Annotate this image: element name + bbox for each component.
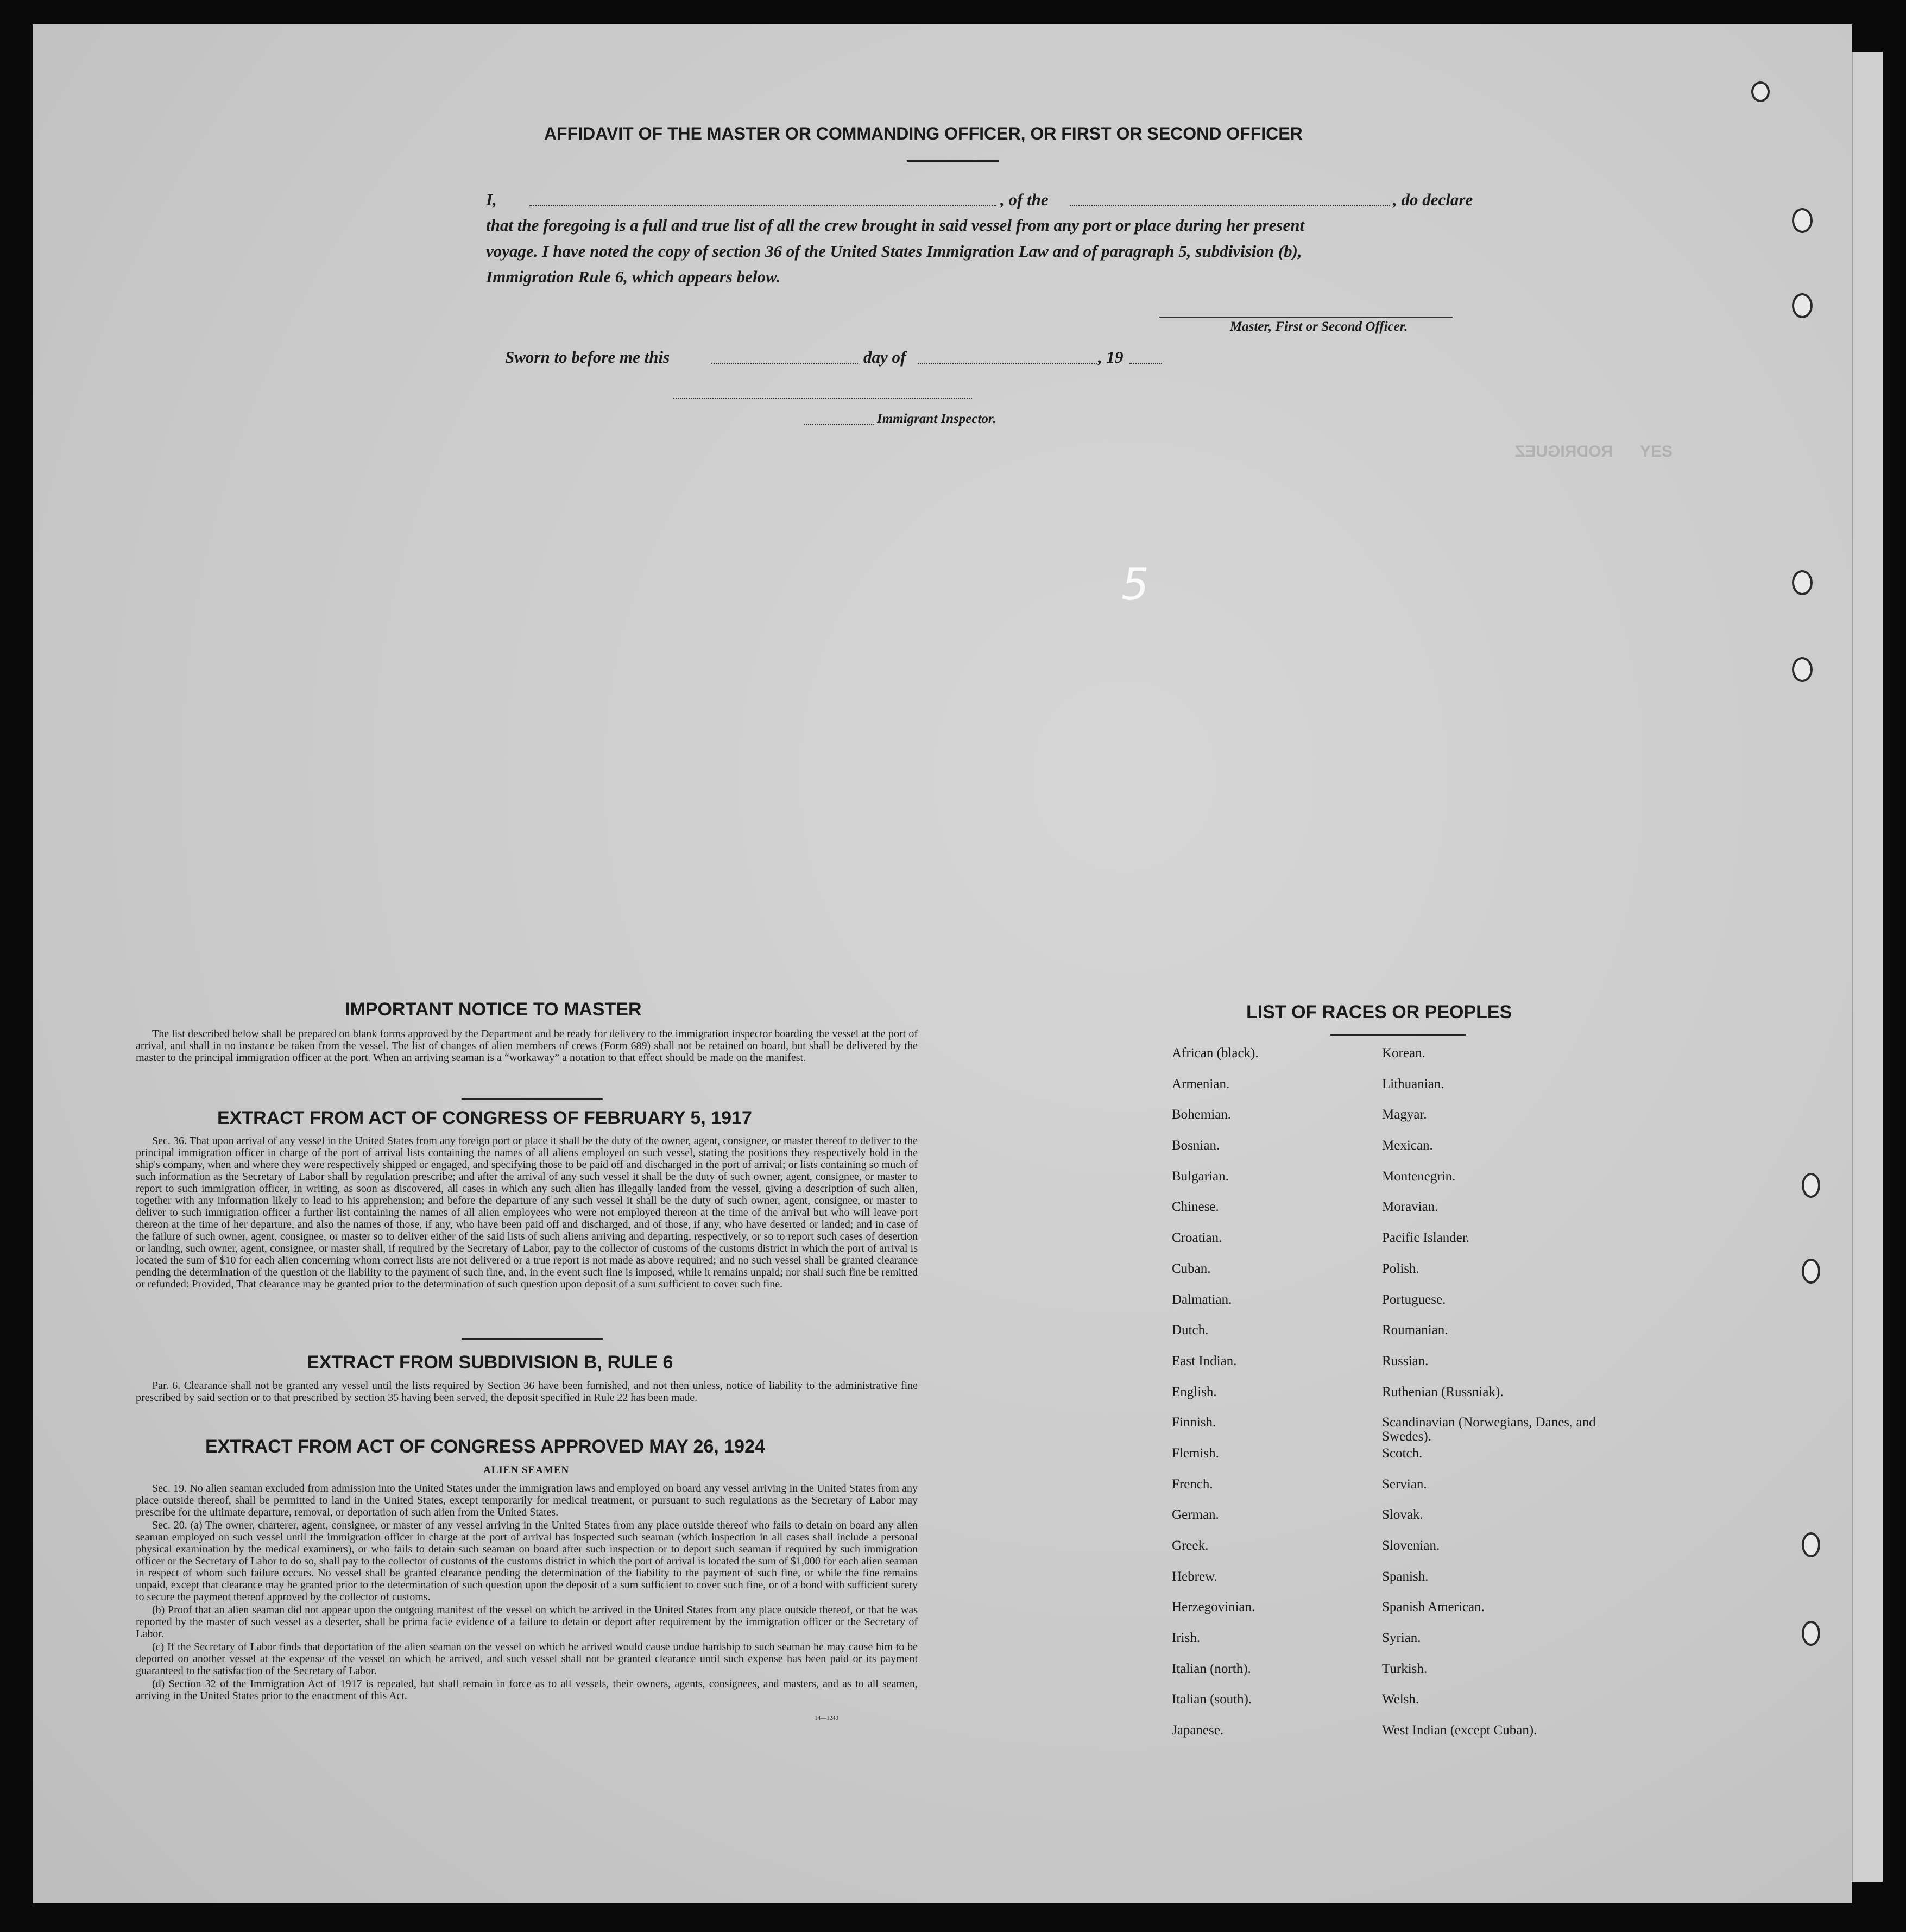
bleed-through-name: RODRIGUEZ [1515,443,1613,460]
race-item: Japanese. [1172,1723,1224,1738]
race-item: Scotch. [1382,1445,1423,1461]
race-item: German. [1172,1507,1219,1523]
race-item: Italian (south). [1172,1692,1252,1707]
races-title: LIST OF RACES OR PEOPLES [1246,1002,1512,1022]
race-item: Magyar. [1382,1107,1427,1122]
handwritten-mark: 5 [1121,559,1149,610]
race-item: Montenegrin. [1382,1169,1456,1184]
race-item: Bulgarian. [1172,1169,1229,1184]
affidavit-title: AFFIDAVIT OF THE MASTER OR COMMANDING OFFICER, OR FIRST OR SECOND OFFICER [544,124,1303,143]
binder-hole-icon [1792,570,1813,595]
race-item: Roumanian. [1382,1323,1448,1338]
race-item: Moravian. [1382,1199,1438,1215]
race-item: Armenian. [1172,1076,1230,1091]
race-item: Welsh. [1382,1692,1419,1707]
binder-hole-icon [1792,208,1813,233]
race-item: Bosnian. [1172,1138,1220,1153]
signature-line[interactable] [1159,317,1453,318]
race-item: Greek. [1172,1538,1209,1553]
binder-hole-icon [1751,81,1770,102]
signature-label: Master, First or Second Officer. [1230,319,1408,334]
sworn-year-field[interactable] [1129,363,1162,364]
race-item: Syrian. [1382,1631,1421,1646]
inspector-name-field[interactable] [804,424,874,425]
races-right-column [1382,1046,1599,1754]
race-item: Flemish. [1172,1445,1219,1461]
notice-title: IMPORTANT NOTICE TO MASTER [345,999,642,1020]
race-item: Dalmatian. [1172,1292,1232,1307]
race-item: African (black). [1172,1046,1259,1060]
binder-hole-icon [1802,1621,1820,1646]
race-item: French. [1172,1476,1213,1492]
race-item: Spanish American. [1382,1600,1485,1615]
race-item: Slovenian. [1382,1538,1440,1553]
sworn-day-of: day of [863,348,906,367]
divider [462,1098,603,1100]
bleed-through-yes: YES [1640,443,1673,460]
declare-end: , do declare [1393,190,1473,209]
race-item: Polish. [1382,1261,1419,1276]
binder-hole-icon [1792,657,1813,682]
race-item: Russian. [1382,1353,1429,1368]
sworn-label: Sworn to before me this [505,348,670,367]
divider [462,1338,603,1340]
sec-20d-paragraph: (d) Section 32 of the Immigration Act of 1917 is repealed, but shall remain in force as to all vessels, their owners, agents, consignees, and masters, and as to all seamen, arriving in the United States prior to the enactment of this Act. [136,1678,918,1702]
inspector-signature-line[interactable] [673,398,972,399]
race-item: East Indian. [1172,1353,1237,1368]
vessel-field[interactable] [1070,205,1390,206]
par-6-paragraph: Par. 6. Clearance shall not be granted any vessel until the lists required by Section 36 have been furnished, and not then unless, notice of liability to the administrative fine prescribed by said section or to that prescribed by section 35 having been served, the deposit specified in Rule 22 has been made. [136,1380,918,1404]
notice-paragraph: The list described below shall be prepared on blank forms approved by the Department and be ready for delivery to the immigration inspector boarding the vessel at the port of arrival, and shall in no instance be taken from the vessel. The list of changes of alien members of crews (Form 689) shall not be retained on board, but shall be delivered by the master to the principal immigration officer at the port. When an arriving seaman is a “workaway” a notation to that effect should be made on the manifest. [136,1028,918,1064]
race-item: English. [1172,1384,1217,1399]
sworn-year: , 19 [1098,348,1124,367]
race-item: Croatian. [1172,1230,1222,1246]
sec-20b-paragraph: (b) Proof that an alien seaman did not appear upon the outgoing manifest of the vessel on which he arrived in the United States from any place outside thereof, or that he was reported by the master of such vessel as a deserter, shall be prima facie evidence of a failure to detain or deport after requirement by the immigration officer or the Secretary of Labor. [136,1604,918,1640]
race-item: Herzegovinian. [1172,1600,1255,1615]
race-item: Korean. [1382,1046,1425,1060]
race-item: Turkish. [1382,1661,1428,1676]
declare-line-2: that the foregoing is a full and true list of all the crew brought in said vessel from any port or place during her present [486,216,1305,235]
binder-hole-icon [1792,293,1813,318]
race-item: Mexican. [1382,1138,1433,1153]
inspector-label: Immigrant Inspector. [877,412,996,426]
race-item: Finnish. [1172,1415,1216,1430]
races-left-column [1172,1046,1351,1754]
race-item: West Indian (except Cuban). [1382,1723,1537,1738]
race-item: Cuban. [1172,1261,1211,1276]
sworn-month-field[interactable] [918,363,1097,364]
binder-hole-icon [1802,1259,1820,1284]
race-item: Chinese. [1172,1199,1219,1215]
race-item: Bohemian. [1172,1107,1232,1122]
extract-1924-text [136,1482,918,1703]
declare-line-4: Immigration Rule 6, which appears below. [486,267,781,286]
binder-hole-icon [1802,1173,1820,1198]
page-edge [1852,52,1883,1882]
extract-1917-title: EXTRACT FROM ACT OF CONGRESS OF FEBRUARY 5, 1917 [217,1108,752,1128]
race-item: Italian (north). [1172,1661,1251,1676]
race-item: Ruthenian (Russniak). [1382,1384,1504,1399]
race-item: Lithuanian. [1382,1076,1444,1091]
race-item: Irish. [1172,1631,1201,1646]
race-item: Pacific Islander. [1382,1230,1470,1246]
title-underline [907,160,999,162]
race-item: Scandinavian (Norwegians, Danes, and Swedes). [1382,1415,1596,1444]
notice-text [136,1028,918,1065]
document-sheet [33,24,1852,1903]
declare-i: I, [486,190,497,209]
binder-hole-icon [1802,1532,1820,1557]
alien-seamen-subtitle: ALIEN SEAMEN [483,1464,570,1476]
extract-1924-title: EXTRACT FROM ACT OF CONGRESS APPROVED MAY 26, 1924 [205,1436,765,1457]
race-item: Dutch. [1172,1323,1209,1338]
section-36-paragraph: Sec. 36. That upon arrival of any vessel in the United States from any foreign port or place it shall be the duty of the owner, agent, consignee, or master thereof to deliver to the principal immigration officer in charge of the port of arrival lists containing the names of all aliens employed on such vessel, stating the positions they respectively hold in the ship's company, when and where they were respectively shipped or engaged, and specifying those to be paid off and discharged in the port of arrival; or lists containing so much of such information as the Secretary of Labor shall by regulation prescribe; and after the arrival of any such vessel it shall be the duty of such owner, agent, consignee, or master to report to such immigration officer, in writing, as soon as discovered, all cases in which any such alien has illegally landed from the vessel, giving a description of such alien, together with any information likely to lead to his apprehension; and before the departure of any such vessel it shall be the duty of such owner, agent, consignee, or master to deliver to such immigration officer a further list containing the names of all alien employees who were not employed thereon at the time of the arrival but who will leave port thereon at the time of her departure, and also the names of those, if any, who have been paid off and discharged, and of those, if any, who have deserted or landed; and in case of the failure of such owner, agent, consignee, or master so to deliver either of the said lists of such aliens arriving and departing, respectively, or so to report such cases of desertion or landing, such owner, agent, consignee, or master shall, if required by the Secretary of Labor, pay to the collector of customs of the customs district in which the port of arrival is located the sum of $10 for each alien concerning whom correct lists are not delivered or a true report is not made as above required; and no such vessel shall be granted clearance pending the determination of the question of the liability to the payment of such fine, and, in the event such fine is imposed, while it remains unpaid; nor shall such fine be remitted or refunded: Provided, That clearance may be granted prior to the determination of such question upon deposit of a sum sufficient to cover such fine. [136,1135,918,1290]
rule-6-title: EXTRACT FROM SUBDIVISION B, RULE 6 [307,1352,673,1373]
declare-of-the: , of the [1000,190,1049,209]
sworn-day-field[interactable] [711,363,858,364]
race-item: Servian. [1382,1476,1427,1492]
rule-6-text [136,1380,918,1405]
race-item: Portuguese. [1382,1292,1446,1307]
race-item: Spanish. [1382,1569,1429,1584]
sec-19-paragraph: Sec. 19. No alien seaman excluded from admission into the United States under the immigration laws and employed on board any vessel arriving in the United States from any place outside thereof, shall be permitted to land in the United States, except temporarily for medical treatment, or pursuant to such regulations as the Secretary of Labor may prescribe for the ultimate departure, removal, or deportation of such alien from the United States. [136,1482,918,1518]
extract-1917-text [136,1135,918,1291]
sec-20a-paragraph: Sec. 20. (a) The owner, charterer, agent, consignee, or master of any vessel arriving in the United States from any place outside thereof who fails to detain on board any alien seaman employed on such vessel until the immigration officer in charge at the port of arrival has inspected such seaman (which inspection in all cases shall include a personal physical examination by the medical examiners), or who fails to detain such seaman on board after such inspection or to deport such seaman if required by such immigration officer or the Secretary of Labor to do so, shall pay to the collector of customs of the customs district in which the port of arrival is located the sum of $1,000 for each alien seaman in respect of whom such failure occurs. No vessel shall be granted clearance pending the determination of the liability to the payment of such fine, or while the fine remains unpaid, except that clearance may be granted prior to the determination of such question upon the deposit of a sum sufficient to cover such fine, or of a bond with sufficient surety to secure the payment thereof approved by the collector of customs. [136,1519,918,1603]
sec-20c-paragraph: (c) If the Secretary of Labor finds that deportation of the alien seaman on the vessel on which he arrived would cause undue hardship to such seaman he may cause him to be deported on another vessel at the expense of the vessel on which he arrived, and such vessel shall not be granted clearance until such expense has been paid or its payment guaranteed to the satisfaction of the Secretary of Labor. [136,1641,918,1677]
races-underline [1330,1034,1466,1036]
race-item: Hebrew. [1172,1569,1217,1584]
name-field[interactable] [529,205,996,206]
form-number: 14—1240 [815,1715,838,1721]
race-item: Slovak. [1382,1507,1423,1523]
declare-line-3: voyage. I have noted the copy of section 36 of the United States Immigration Law and of paragraph 5, subdivision (b), [486,242,1302,261]
